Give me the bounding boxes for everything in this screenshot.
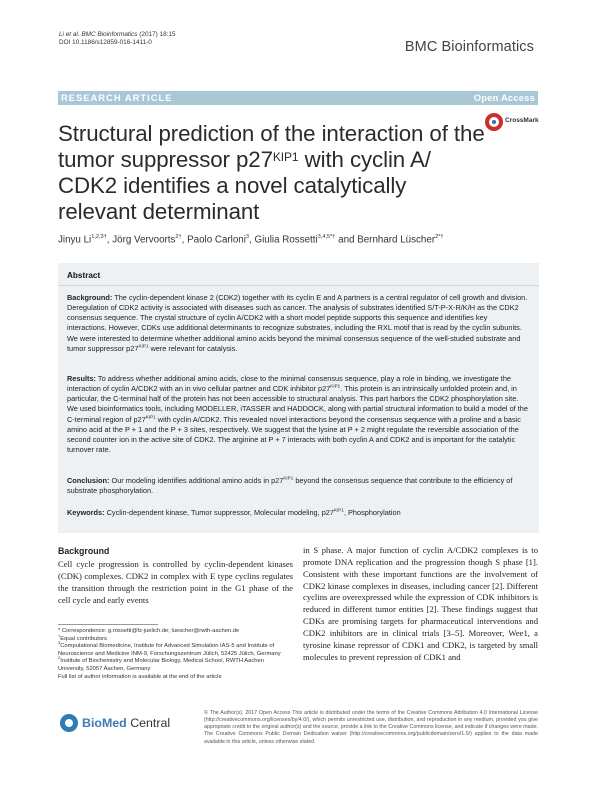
biomed-central-logo[interactable] bbox=[60, 713, 180, 735]
abstract-box bbox=[58, 263, 539, 533]
section-heading-background: Background bbox=[58, 546, 110, 556]
keywords-text: , Phosphorylation bbox=[343, 508, 401, 517]
author-affiliation: 2*† bbox=[435, 234, 444, 240]
keywords-text: Cyclin-dependent kinase, Tumor suppressor, Molecular modeling, p27 bbox=[104, 508, 334, 517]
article-title bbox=[58, 121, 488, 225]
abstract-conclusion bbox=[67, 476, 528, 496]
aff3-text: Computational Biomedicine, Institute for Advanced Simulation IAS-5 and Institute of Neuroscience and Medicine INM-9, Forschungszentrum Jülich, 52425 Jülich, Germany bbox=[58, 643, 281, 657]
author-list bbox=[58, 234, 538, 245]
crossmark-label: CrossMark bbox=[505, 117, 539, 124]
article-type: RESEARCH ARTICLE bbox=[61, 92, 173, 103]
author-name[interactable]: Jinyu Li bbox=[58, 234, 92, 246]
keywords-label: Keywords: bbox=[67, 508, 105, 517]
conclusion-text: beyond the consensus sequence that contribute to the efficiency of substrate phosphorylation. bbox=[67, 476, 513, 496]
results-label: Results: bbox=[67, 374, 96, 383]
logo-part1: BioMed bbox=[82, 716, 127, 730]
citation-journal: BMC Bioinformatics bbox=[81, 31, 138, 38]
footnote-divider bbox=[58, 624, 158, 625]
citation-volume: (2017) 18:15 bbox=[137, 31, 176, 38]
author-affiliation: 3 bbox=[245, 234, 250, 240]
title-part2: with cyclin A/ CDK2 identifies a novel catalytically relevant determinant bbox=[58, 147, 431, 224]
author-separator: and bbox=[335, 234, 358, 246]
license-text: © The Author(s). 2017 Open Access This article is distributed under the terms of the Creative Commons Attribution 4.0 International License (http://creativecommons.org/licenses/by/4.0/), which permits unrestricted use, distribution, and reproduction in any medium, provided you give appropriate credit to the original author(s) and the source, provide a link to the Creative Commons license, and indicate if changes were made. The Creative Commons Public Domain Dedication waiver (http://creativecommons.org/publicdomain/zero/1.0/) applies to the data made available in this article, unless otherwise stated. bbox=[204, 710, 538, 745]
article-banner bbox=[58, 91, 538, 105]
open-access-label: Open Access bbox=[473, 92, 535, 103]
crossmark-icon bbox=[485, 113, 503, 131]
biomed-central-icon bbox=[60, 714, 78, 732]
results-text: . This protein is an intrinsically unfolded protein and, in particular, the C-terminal half of the protein has not been accessible to structural analysis. This part harbors the CDK2 phosphorylation site. We used bioinformatics tools, including MODELLER, iTASSER and HADDOCK, along with partial structural information to build a model of the C-terminal region of p27 bbox=[67, 384, 528, 424]
conclusion-label: Conclusion: bbox=[67, 476, 110, 485]
author-name[interactable]: Giulia Rossetti bbox=[254, 234, 318, 246]
conclusion-sup: KIP1 bbox=[283, 475, 294, 481]
background-label: Background: bbox=[67, 293, 113, 302]
aff3-sup: 3 bbox=[58, 640, 61, 646]
results-sup: KIP1 bbox=[330, 383, 341, 389]
results-text: To address whether additional amino acids, close to the minimal consensus sequence, play a role in binding, we investigate the interaction of cyclin A/CDK2 with an in vivo cellular partner and CDK inhibitor p27 bbox=[67, 374, 512, 394]
equal-sup: † bbox=[58, 632, 61, 638]
title-superscript: KIP1 bbox=[272, 150, 299, 164]
author-name[interactable]: Bernhard Lüscher bbox=[357, 234, 436, 246]
keywords-sup: KIP1 bbox=[333, 507, 344, 513]
full-list-note: Full list of author information is available at the end of the article bbox=[58, 673, 222, 680]
citation-authors: Li et al. bbox=[59, 31, 80, 38]
affiliation-3 bbox=[58, 640, 288, 661]
results-sup: KIP1 bbox=[145, 414, 156, 420]
author-affiliation: 2† bbox=[175, 234, 182, 240]
abstract-divider bbox=[58, 285, 539, 286]
logo-part2: Central bbox=[126, 716, 171, 730]
author-name[interactable]: Paolo Carloni bbox=[187, 234, 246, 246]
author-name[interactable]: Jörg Vervoorts bbox=[112, 234, 176, 246]
crossmark-logo[interactable] bbox=[485, 113, 545, 135]
aff2-sup: 2 bbox=[58, 655, 61, 661]
abstract-heading: Abstract bbox=[67, 271, 101, 280]
journal-name: BMC Bioinformatics bbox=[404, 39, 534, 55]
author-separator: , bbox=[249, 234, 255, 246]
citation-header bbox=[59, 31, 176, 48]
equal-text: Equal contributors bbox=[60, 635, 107, 642]
author-affiliation: 1,2,3† bbox=[91, 234, 107, 240]
abstract-results bbox=[67, 374, 528, 455]
aff2-text: Institute of Biochemistry and Molecular Biology, Medical School, RWTH Aachen University, 52057 Aachen, Germany bbox=[58, 658, 264, 672]
results-text: with cyclin A/CDK2. This revealed novel interactions beyond the consensus sequence with a proline and a basic amino acid at the P + 1 and the P + 3 sites, respectively. We suggest that the lysine at P + 2 might regulate the reversible association of the second counter ion in the active site of CDK2. The arginine at P + 7 interacts with both cyclin A and CDK2 and is important for the catalytic turnover rate. bbox=[67, 414, 521, 455]
footnotes bbox=[58, 628, 288, 681]
author-separator: , bbox=[106, 234, 113, 246]
title-part1: Structural prediction of the interaction of the tumor suppressor p27 bbox=[58, 121, 485, 172]
abstract-background bbox=[67, 293, 528, 354]
author-affiliation: 3,4,5*† bbox=[317, 234, 336, 240]
doi[interactable]: DOI 10.1186/s12859-016-1411-0 bbox=[59, 39, 152, 47]
background-end: were relevant for catalysis. bbox=[148, 343, 238, 353]
correspondence: * Correspondence: g.rossetti@fz-juelich.de; luescher@rwth-aachen.de bbox=[58, 628, 240, 634]
conclusion-text: Our modeling identifies additional amino acids in p27 bbox=[109, 476, 284, 485]
affiliation-2 bbox=[58, 655, 288, 673]
body-column-left: Cell cycle progression is controlled by cyclin-dependent kinases (CDK) complexes. CDK2 in complex with E type cyclins regulates the transition through the restriction point in the G1 phase of the cell cycle and early events bbox=[58, 559, 293, 605]
background-text: The cyclin-dependent kinase 2 (CDK2) together with its cyclin E and A partners is a central regulator of cell growth and division. Deregulation of CDK2 activity is associated with diseases such as cancer. The analysis of substrates identified S/T-P-X-R/K/H as the CDK2 consensus sequence. The crystal structure of cyclin A/CDK2 with a short model peptide supports this sequence and identifies key interactions. However, CDKs use additional determinants to recognize substrates, including the RXL motif that is read by the cyclin subunits. We were interested to determine whether additional amino acids beyond the minimal consensus sequence of the well-studied substrate and tumor suppressor p27 bbox=[67, 293, 528, 353]
abstract-keywords bbox=[67, 508, 528, 518]
body-column-right: in S phase. A major function of cyclin A/CDK2 complexes is to promote DNA replication and the progression though S phase [1]. Consistent with these important functions are the involvement of CDK2 kinase complexes in diseases, including cancer [2]. Different cyclins are overexpressed while the expression of CDK inhibitors is reduced in different tumor entities [2]. These findings suggest that CDKs are promising targets for pharmaceutical interventions and CDK2 inhibitors are in clinical trials [3–5]. Moreover, Wee1, a tyrosine kinase repressor of CDK1 and CDK2, is targeted by small molecules to prevent repression of CDK1 and bbox=[303, 545, 538, 662]
background-sup: KIP1 bbox=[138, 343, 149, 349]
author-separator: , bbox=[181, 234, 188, 246]
